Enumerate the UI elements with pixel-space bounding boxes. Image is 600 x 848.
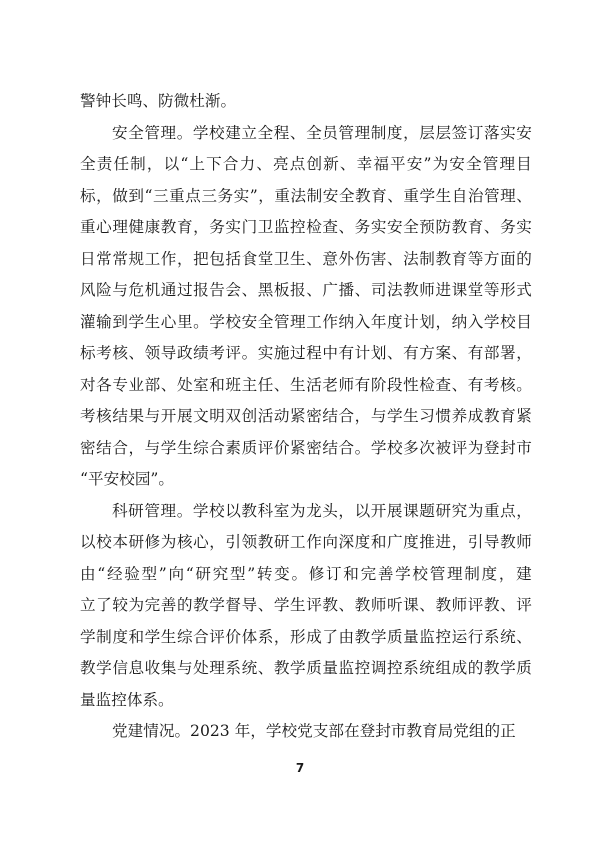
paragraph <box>80 118 532 496</box>
text-line: 学 制 度 和 学 生 综 合 评 价 体 系 ， 形 成 了 由 教 学 质 量 监 控 运 行 系 统 、 <box>80 627 532 646</box>
text-line: 对 各 专 业 部 、 处 室 和 班 主 任 、 生 活 老 师 有 阶 段 性 检 查 、 有 考 核 。 <box>80 375 532 394</box>
text-line: 立 了 较 为 完 善 的 教 学 督 导 、 学 生 评 教 、 教 师 听 课 、 教 师 评 教 、 评 <box>80 596 532 614</box>
text-line: 安 全 管 理 。 学 校 建 立 全 程 、 全 员 管 理 制 度 ， 层 层 签 订 落 实 安 <box>112 123 532 142</box>
text-line: 警 钟 长 鸣 、 防 微 杜 渐 。 <box>80 92 237 110</box>
text-line: 日 常 常 规 工 作 ， 把 包 括 食 堂 卫 生 、 意 外 伤 害 、 法 制 教 育 等 方 面 的 <box>80 249 532 268</box>
text-line: 重 心 理 健 康 教 育 ， 务 实 门 卫 监 控 检 查 、 务 实 安 全 预 防 教 育 、 务 实 <box>80 218 532 236</box>
text-line: 风 险 与 危 机 通 过 报 告 会 、 黑 板 报 、 广 播 、 司 法 教 师 进 课 堂 等 形 式 <box>80 281 532 299</box>
text-line: 由 “ 经 验 型 ” 向 “ 研 究 型 ” 转 变 。 修 订 和 完 善 学 校 管 理 制 度 ， 建 <box>80 564 532 583</box>
paragraph <box>80 716 532 748</box>
text-line: 以 校 本 研 修 为 核 心 ， 引 领 教 研 工 作 向 深 度 和 广 度 推 进 ， 引 导 教 师 <box>80 533 532 551</box>
text-line: 党 建 情 况 。 2023 年 ， 学 校 党 支 部 在 登 封 市 教 育 局 党 组 的 正 <box>112 722 516 740</box>
paragraph <box>80 496 532 717</box>
text-line: 灌 输 到 学 生 心 里 。 学 校 安 全 管 理 工 作 纳 入 年 度 计 划 ， 纳 入 学 校 目 <box>80 312 532 331</box>
text-line: 教 学 信 息 收 集 与 处 理 系 统 、 教 学 质 量 监 控 调 控 系 统 组 成 的 教 学 质 <box>80 659 532 677</box>
text-line: 量 监 控 体 系 。 <box>80 690 174 709</box>
page-number: 7 <box>295 761 305 775</box>
text-line: “ 平 安 校 园 ” 。 <box>80 470 175 488</box>
paragraph <box>80 86 532 118</box>
document-body <box>80 86 532 748</box>
text-line: 全 责 任 制 ， 以 “ 上 下 合 力 、 亮 点 创 新 、 幸 福 平 安 ” 为 安 全 管 理 目 <box>80 155 532 173</box>
text-line: 标 ， 做 到 “ 三 重 点 三 务 实 ” ， 重 法 制 安 全 教 育 、 重 学 生 自 治 管 理 、 <box>80 186 532 205</box>
text-line: 标 考 核 、 领 导 政 绩 考 评 。 实 施 过 程 中 有 计 划 、 有 方 案 、 有 部 署 ， <box>80 344 532 362</box>
text-line: 科 研 管 理 。 学 校 以 教 科 室 为 龙 头 ， 以 开 展 课 题 研 究 为 重 点 ， <box>112 501 532 520</box>
text-line: 密 结 合 ， 与 学 生 综 合 素 质 评 价 紧 密 结 合 。 学 校 多 次 被 评 为 登 封 市 <box>80 438 532 457</box>
text-line: 考 核 结 果 与 开 展 文 明 双 创 活 动 紧 密 结 合 ， 与 学 生 习 惯 养 成 教 育 紧 <box>80 407 532 425</box>
